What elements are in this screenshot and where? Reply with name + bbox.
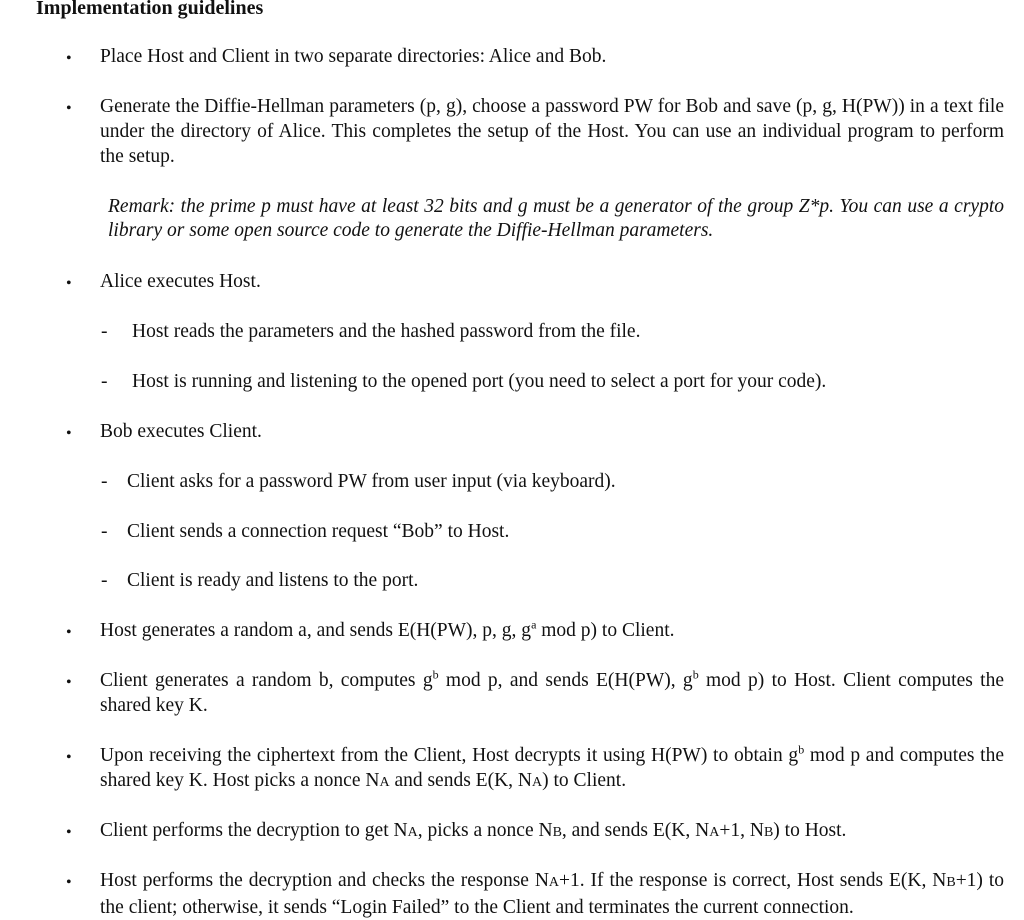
bullet-dot: • [66,275,72,292]
bullet-dot: • [66,425,72,442]
text-run: +1. If the response is correct, Host sends E(K, N [559,870,947,891]
subscript-letter: A [709,825,720,840]
text-run: Client performs the decryption to get N [100,820,408,841]
text-run: mod p, and sends E(H(PW), g [438,670,693,691]
bullet-dot: • [66,50,72,67]
guideline-item [100,743,1004,795]
subscript-letter: A [532,775,543,790]
text-run: mod p) to Client. [536,620,675,641]
guideline-subitem: Client sends a connection request “Bob” to Host. [127,521,510,542]
subscript-letter: B [763,825,774,840]
subscript-letter: B [946,875,956,890]
text-run: , and sends E(K, N [561,820,710,841]
dash-marker: - [101,471,108,492]
text-run: ) to Host. [773,820,847,841]
text-run: +1) to the client; otherwise, it sends “Login Failed” to the Client and terminates the current connection. [100,870,1004,918]
subscript-letter: A [407,825,418,840]
guideline-item [100,868,1004,920]
subscript-letter: B [552,825,562,840]
superscript: a [531,617,537,632]
text-run: Client generates a random b, computes g [100,670,433,691]
remark-note: Remark: the prime p must have at least 32 bits and g must be a generator of the group Z*p. You can use a crypto library or some open source code to generate the Diffie-Hellman parameters. [108,196,1004,241]
bullet-dot: • [66,749,72,766]
text-run: and sends E(K, N [389,770,532,791]
guideline-item: Place Host and Client in two separate directories: Alice and Bob. [100,46,607,67]
subscript-letter: A [548,875,560,890]
guideline-item [100,668,1004,718]
guideline-item: Generate the Diffie-Hellman parameters (p, g), choose a password PW for Bob and save (p, g, H(PW)) in a text file under the directory of Alice. This completes the setup of the Host. You can use an individual program to perform the setup. [100,96,1004,167]
text-run: mod p and computes the shared key K. Host picks a nonce N [100,745,1004,791]
guideline-subitem: Host reads the parameters and the hashed password from the file. [132,321,641,342]
bullet-dot: • [66,674,72,691]
text-run: Host generates a random a, and sends E(H(PW), p, g, g [100,620,532,641]
text-run: Upon receiving the ciphertext from the Client, Host decrypts it using H(PW) to obtain g [100,745,799,766]
guideline-subitem: Client is ready and listens to the port. [127,570,419,591]
subscript-letter: A [379,775,390,790]
guideline-item: Bob executes Client. [100,421,262,442]
text-run: Host performs the decryption and checks the response N [100,870,549,891]
superscript: b [798,742,805,757]
dash-marker: - [101,521,108,542]
superscript: b [692,667,699,682]
guideline-item [100,618,1004,643]
dash-marker: - [101,570,108,591]
dash-marker: - [101,321,108,342]
guideline-subitem: Client asks for a password PW from user input (via keyboard). [127,471,616,492]
text-run: , picks a nonce N [417,820,553,841]
bullet-dot: • [66,624,72,641]
bullet-dot: • [66,874,72,891]
bullet-dot: • [66,824,72,841]
guideline-item [100,818,1004,845]
text-run: ) to Client. [542,770,627,791]
text-run: mod p) to Host. Client computes the shared key K. [100,670,1004,716]
page-title: Implementation guidelines [36,0,264,19]
dash-marker: - [101,371,108,392]
guideline-subitem: Host is running and listening to the opened port (you need to select a port for your code). [132,371,827,392]
guideline-item: Alice executes Host. [100,271,261,292]
bullet-dot: • [66,100,72,117]
text-run: +1, N [719,820,764,841]
superscript: b [432,667,439,682]
